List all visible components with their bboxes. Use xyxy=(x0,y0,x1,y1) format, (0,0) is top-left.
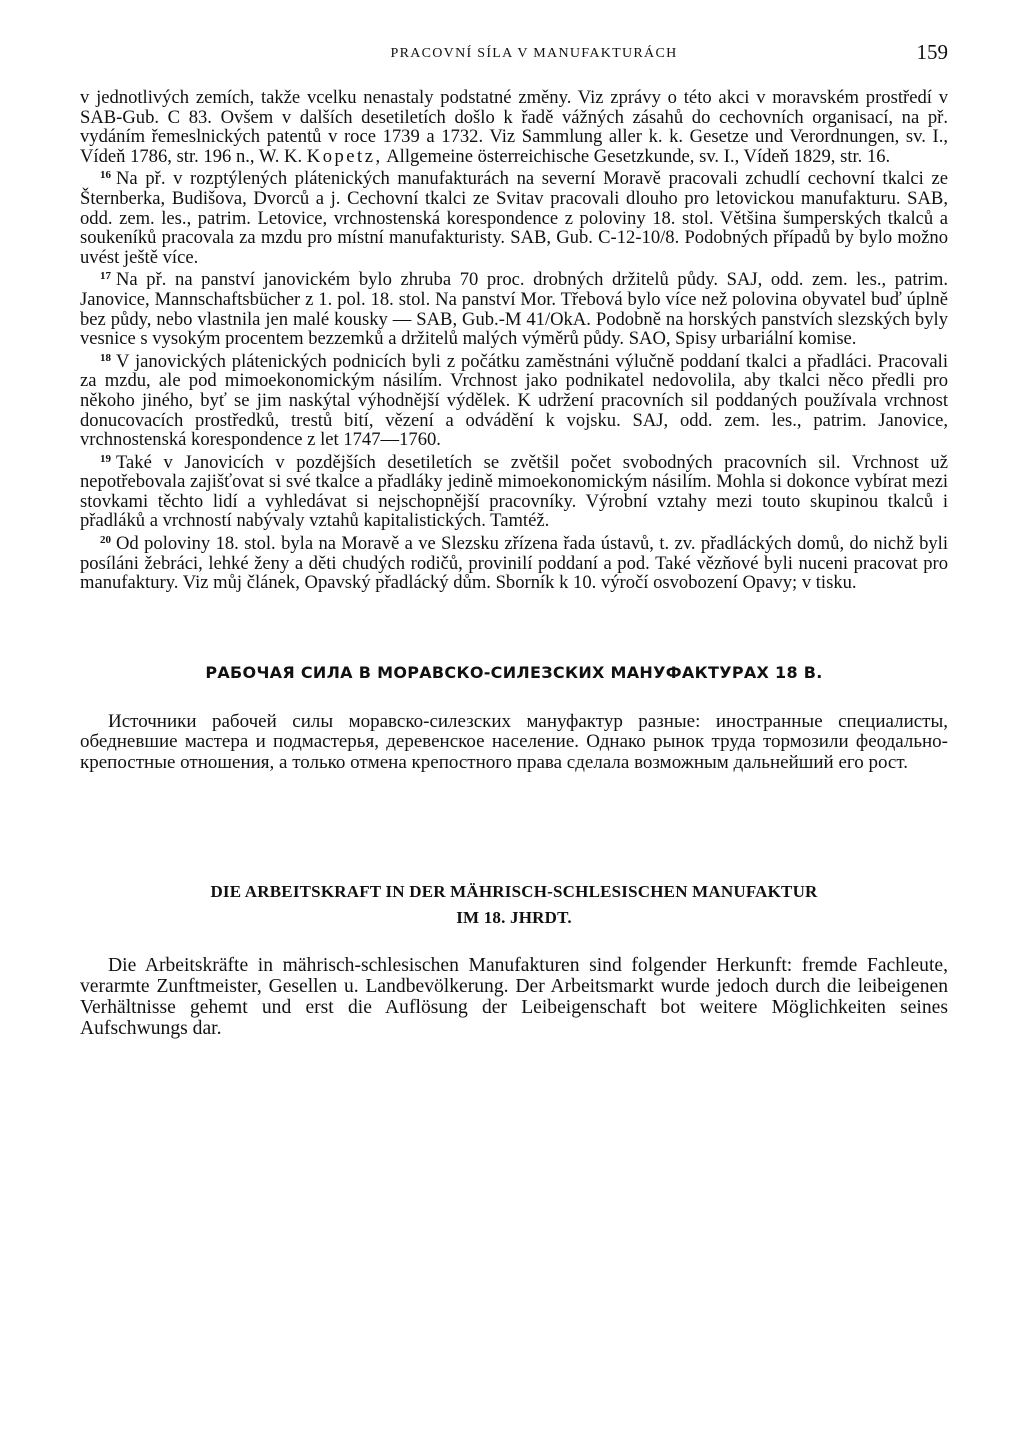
footnote-text: Allgemeine österreichische Gesetzkunde, sv. I., Vídeň 1829, str. 16. xyxy=(386,145,891,167)
footnote-text: Na př. v rozptýlených plátenických manufakturách na severní Moravě pracovali zchudlí cechovní tkalci ze Šternberka, Budišova, Dvorců a j. Cechovní tkalci ze Svitav pracovali dlouho pro letovickou manufakturu. SAB, odd. zem. les., patrim. Letovice, vrchnostenská korespondence z poloviny 18. stol. Většina šumperských tkalců a soukeníků pracovala za mzdu pro místní manufakturisty. SAB, Gub. C-12-10/8. Podobných případů by bylo možno uvést ještě více. xyxy=(80,168,948,268)
summary-german xyxy=(80,879,948,1039)
summary-de-heading-line2: IM 18. JHRDT. xyxy=(456,908,572,928)
running-head xyxy=(80,36,948,80)
footnote-19 xyxy=(80,450,948,531)
footnote-20 xyxy=(80,531,948,593)
footnote-marker: 20 xyxy=(100,534,111,547)
footnote-author: Kopetz, xyxy=(306,145,383,167)
footnote-16 xyxy=(80,166,948,267)
summary-ru-body: Источники рабочей силы моравско-силезских мануфактур разные: иностранные специалисты, обедневшие мастера и подмастерья, деревенское население. Однако рынок труда тормозили феодально-крепостные отношения, а только отмена крепостного права сделала возможным дальнейший его рост. xyxy=(80,710,948,773)
footnote-marker: 19 xyxy=(100,452,111,465)
summary-de-heading-line1: DIE ARBEITSKRAFT IN DER MÄHRISCH-SCHLESISCHEN MANUFAKTUR xyxy=(210,882,818,902)
book-page xyxy=(80,36,948,1039)
footnote-text: Na př. na panství janovickém bylo zhruba 70 proc. drobných držitelů půdy. SAJ, odd. zem. les., patrim. Janovice, Mannschaftsbücher z 1. pol. 18. stol. Na panství Mor. Třebová bylo více než polovina obyvatel buď úplně bez půdy, nebo vlastnila jen malé kousky — SAB, Gub.-M 41/OkA. Podobně na horských panstvích slezských byly vesnice s vysokým procentem bezzemků a držitelů malých výměrů půdy. SAO, Spisy urbariální komise. xyxy=(80,269,948,350)
summary-russian xyxy=(80,663,948,774)
summary-de-heading xyxy=(80,879,948,931)
footnote-text: v jednotlivých zemích, takže vcelku nenastaly podstatné změny. Viz zprávy o této akci v moravském prostředí v SAB-Gub. C 83. Ovšem v dalších desetiletích došlo k řadě vážných zásahů do cechovních organisací, na př. vydáním řemeslnických patentů v roce 1739 a 1732. Viz Sammlung aller k. k. Gesetze und Verordnungen, sv. I., Vídeň 1786, str. 196 n., W. K. xyxy=(80,87,948,167)
footnote-18 xyxy=(80,349,948,450)
footnote-marker: 17 xyxy=(100,270,111,283)
summary-ru-heading: РАБОЧАЯ СИЛА В МОРАВСКО-СИЛЕЗСКИХ МАНУФАКТУРАХ 18 В. xyxy=(205,662,823,682)
footnote-marker: 16 xyxy=(100,169,111,182)
footnote-text: V janovických plátenických podnicích byli z počátku zaměstnáni výlučně poddaní tkalci a přadláci. Pracovali za mzdu, ale pod mimoekonomickým násilím. Vrchnost jako podnikatel nedovolila, aby tkalci něco předli pro někoho jiného, byť se jim naskýtal výhodnější výdělek. K udržení pracovních sil poddaných používala vrchnost donucovacích prostředků, trestů bití, vězení a odvádění k vojsku. SAJ, odd. zem. les., patrim. Janovice, vrchnostenská korespondence z let 1747—1760. xyxy=(80,350,948,451)
footnote-text: Od poloviny 18. stol. byla na Moravě a ve Slezsku zřízena řada ústavů, t. zv. přadláckých domů, do nichž byli posíláni žebráci, lehké ženy a děti chudých rodičů, provinilí poddaní a pod. Také vězňové byli nuceni pracovat pro manufaktury. Viz můj článek, Opavský přadlácký dům. Sborník k 10. výročí osvobození Opavy; v tisku. xyxy=(80,533,948,594)
page-number: 159 xyxy=(916,40,948,64)
summary-de-body: Die Arbeitskräfte in mährisch-schlesischen Manufakturen sind folgender Herkunft: fremde Fachleute, verarmte Zunftmeister, Gesellen u. Landbevölkerung. Der Arbeitsmarkt wurde jedoch durch die leibeigenen Verhältnisse gehemt und erst die Auflösung der Leibeigenschaft bot weitere Möglichkeiten seines Aufschwungs dar. xyxy=(80,955,948,1040)
footnote-marker: 18 xyxy=(100,351,111,364)
footnote-15-continuation xyxy=(80,88,948,166)
running-title: PRACOVNÍ SÍLA V MANUFAKTURÁCH xyxy=(390,46,678,61)
footnote-17 xyxy=(80,267,948,348)
footnote-text: Také v Janovicích v pozdějších desetiletích se zvětšil počet svobodných pracovních sil. Vrchnost už nepotřebovala zajišťovat si své tkalce a přadláky jedině mimoekonomickým násilím. Mohla si dokonce vybírat mezi stovkami těchto lidí a vyhledávat si nejschopnější pracovníky. Výrobní vztahy mezi touto skupinou tkalců i přadláků a vrchností nabývaly vztahů kapitalistických. Tamtéž. xyxy=(80,451,948,532)
footnotes-block xyxy=(80,88,948,593)
